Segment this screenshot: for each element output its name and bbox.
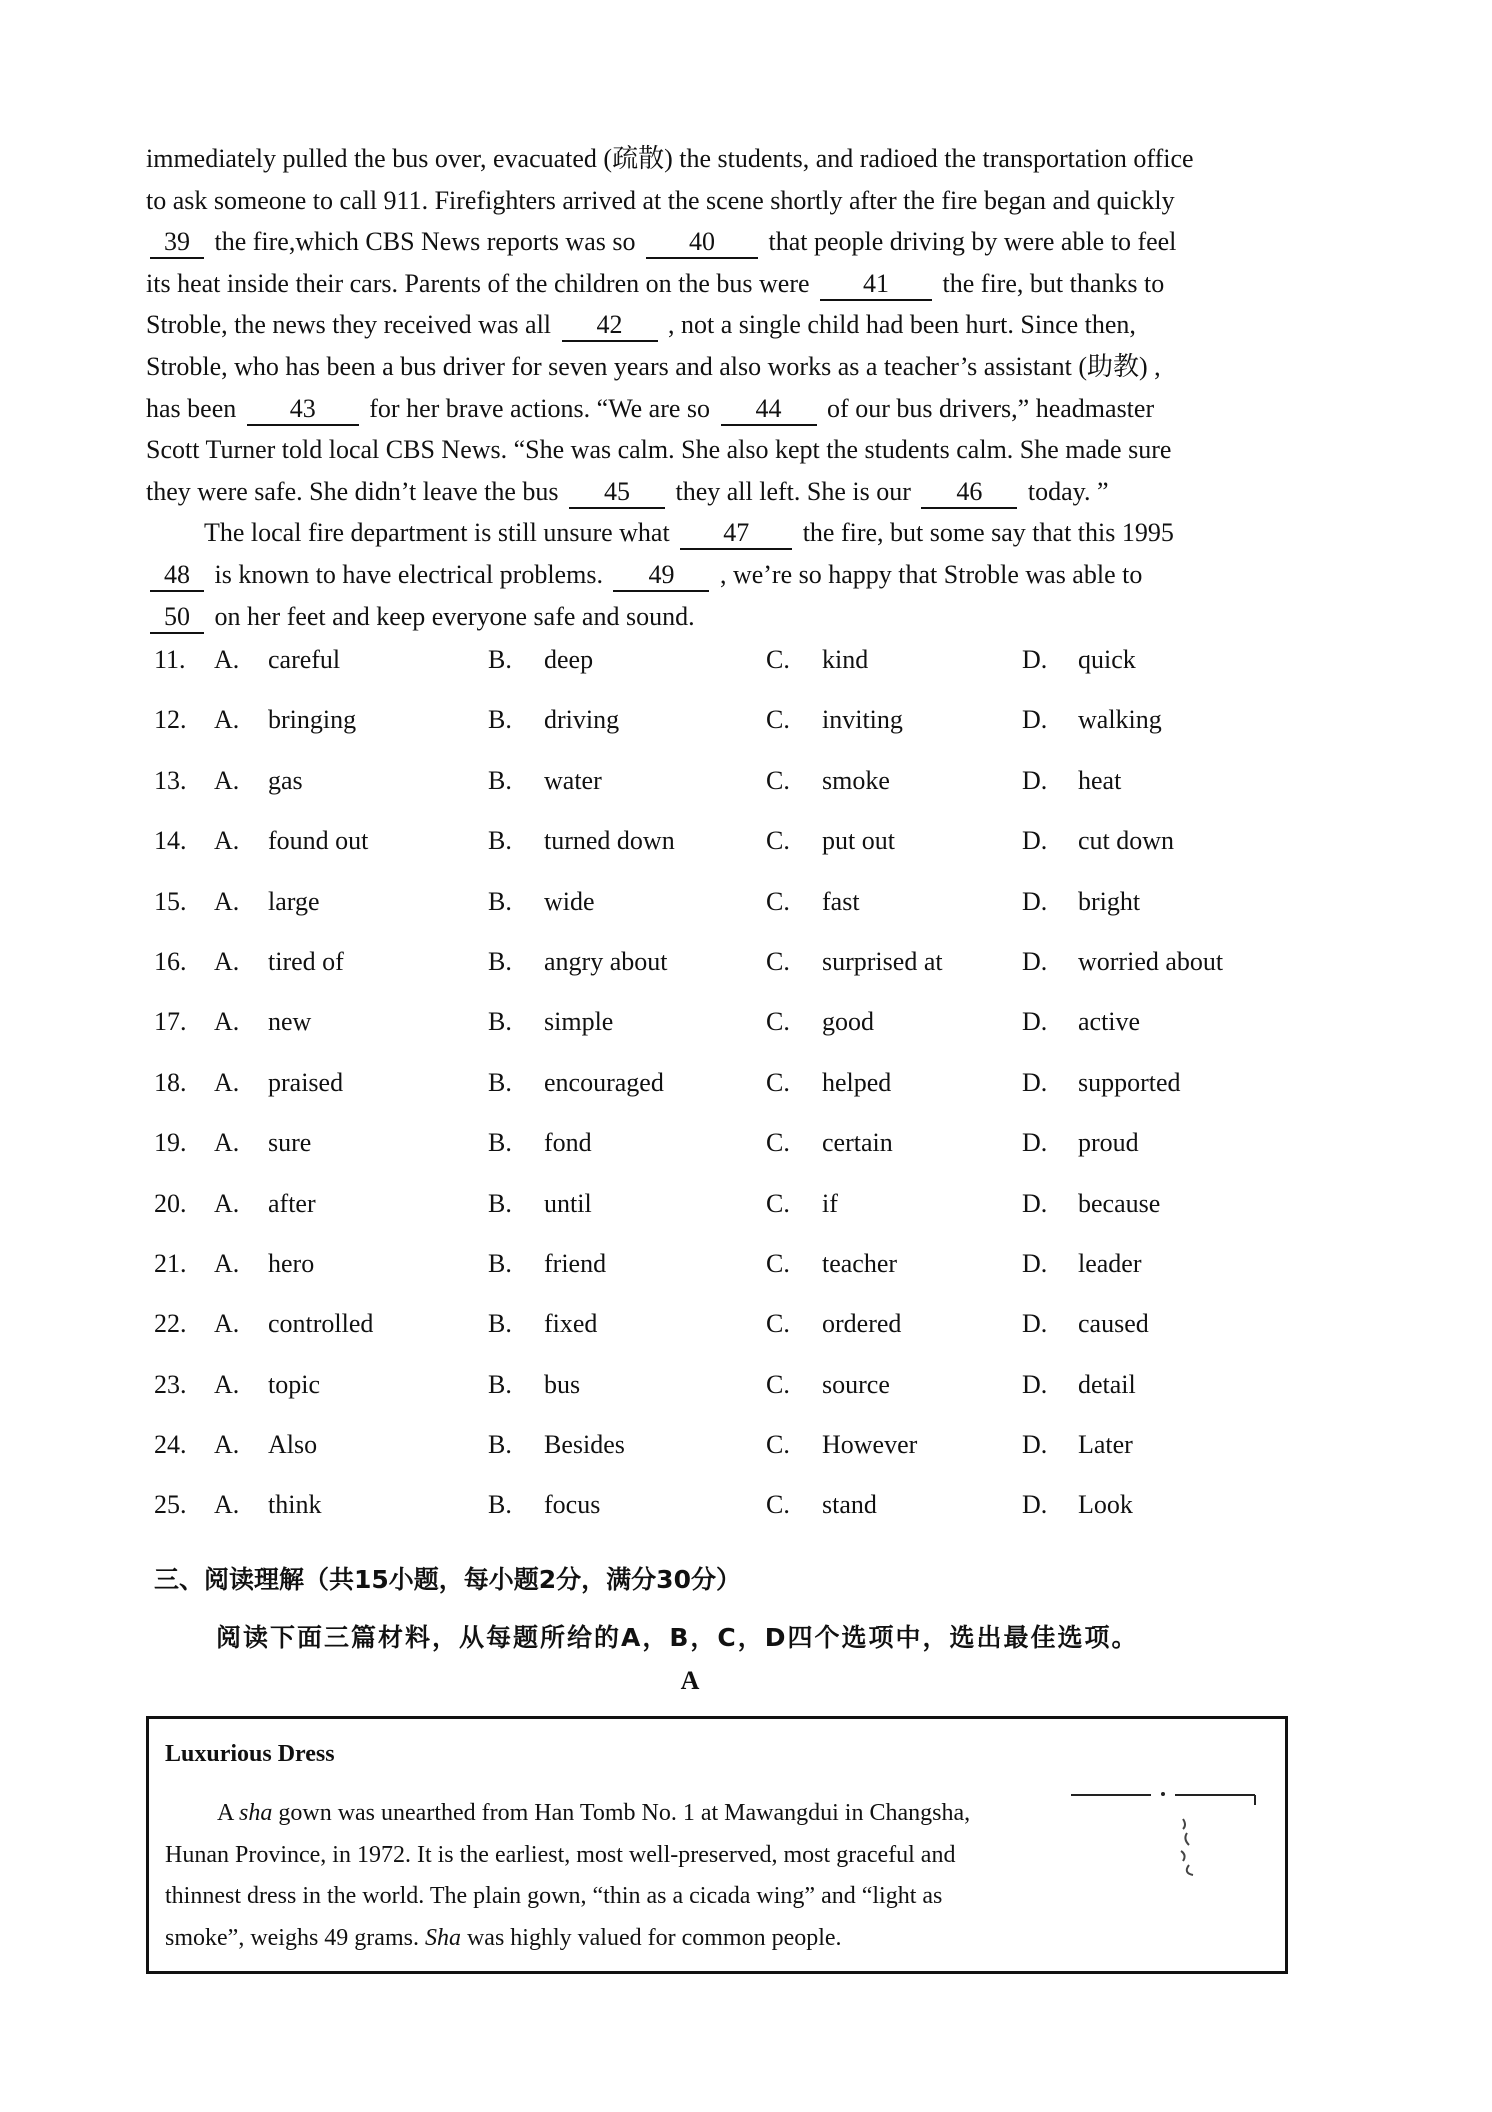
option-letter-a: A. [214, 886, 240, 916]
option-letter-b: B. [488, 946, 512, 976]
option-letter-a: A. [214, 826, 240, 856]
blank-39[interactable]: 39 [150, 227, 204, 259]
question-row [154, 1365, 1274, 1425]
option-letter-c: C. [766, 705, 790, 735]
option-letter-c: C. [766, 1067, 790, 1097]
question-number: 20. [154, 1188, 187, 1218]
option-letter-c: C. [766, 1490, 790, 1520]
option-a[interactable]: praised [268, 1067, 344, 1097]
passage-text: has been [146, 393, 237, 423]
question-row [154, 1123, 1274, 1183]
blank-40[interactable]: 40 [646, 227, 758, 259]
option-letter-a: A. [214, 645, 240, 674]
option-a[interactable]: Also [268, 1430, 318, 1460]
question-number: 18. [154, 1067, 187, 1097]
option-c[interactable]: inviting [822, 705, 903, 735]
option-letter-d: D. [1022, 886, 1048, 916]
box-text [165, 1793, 1065, 1959]
gown-image [1071, 1779, 1261, 1909]
option-letter-d: D. [1022, 765, 1048, 795]
box-text-part: A [217, 1800, 240, 1826]
option-a[interactable]: hero [268, 1248, 315, 1278]
option-letter-a: A. [214, 1007, 240, 1037]
option-letter-a: A. [214, 1490, 240, 1520]
question-number: 17. [154, 1007, 187, 1037]
option-b[interactable]: bus [544, 1369, 581, 1399]
passage-text: its heat inside their cars. Parents of the children on the bus were [146, 268, 810, 298]
passage-line: Scott Turner told local CBS News. “She was calm. She also kept the students calm. She made sure [146, 435, 1172, 465]
option-c[interactable]: fast [822, 886, 860, 916]
box-line: thinnest dress in the world. The plain gown, “thin as a cicada wing” and “light as [165, 1883, 943, 1909]
question-number: 14. [154, 826, 187, 856]
passage-text: The local fire department is still unsure what [204, 518, 670, 548]
option-letter-a: A. [214, 705, 240, 735]
passage-line [146, 596, 1266, 638]
box-text-emphasis: sha [239, 1800, 273, 1826]
question-number: 13. [154, 765, 187, 795]
option-letter-c: C. [766, 826, 790, 856]
passage-text: , not a single child had been hurt. Since then, [668, 310, 1136, 340]
option-letter-d: D. [1022, 1309, 1048, 1339]
option-letter-b: B. [488, 1128, 512, 1158]
option-d[interactable]: Later [1078, 1430, 1133, 1460]
option-letter-c: C. [766, 946, 790, 976]
question-row [154, 821, 1274, 881]
question-row [154, 700, 1274, 760]
option-letter-d: D. [1022, 705, 1048, 735]
option-letter-d: D. [1022, 826, 1048, 856]
blank-50[interactable]: 50 [150, 602, 204, 634]
option-c[interactable]: good [822, 1007, 874, 1037]
option-a[interactable]: controlled [268, 1309, 374, 1339]
passage-line [146, 388, 1266, 430]
box-text-part: smoke”, weighs 49 grams. [165, 1924, 425, 1951]
question-row [154, 761, 1274, 821]
question-row [154, 1244, 1274, 1304]
option-d[interactable]: supported [1078, 1067, 1181, 1097]
passage-text: for her brave actions. “We are so [369, 393, 711, 423]
question-number: 19. [154, 1128, 187, 1158]
option-letter-d: D. [1022, 1430, 1048, 1460]
question-number: 22. [154, 1309, 187, 1339]
box-line [165, 1918, 1065, 1960]
question-number: 25. [154, 1490, 187, 1520]
option-b[interactable]: fond [544, 1128, 592, 1158]
option-d[interactable]: bright [1078, 886, 1141, 916]
option-letter-d: D. [1022, 645, 1048, 674]
option-d[interactable]: caused [1078, 1309, 1149, 1339]
option-c[interactable]: ordered [822, 1309, 902, 1339]
option-b[interactable]: turned down [544, 826, 675, 856]
option-letter-d: D. [1022, 1369, 1048, 1399]
blank-43[interactable]: 43 [247, 394, 359, 426]
question-number: 21. [154, 1248, 187, 1278]
passage-text: the fire, but some say that this 1995 [802, 518, 1174, 548]
question-number: 11. [154, 645, 186, 674]
option-letter-a: A. [214, 1309, 240, 1339]
question-number: 23. [154, 1369, 187, 1399]
option-letter-c: C. [766, 645, 790, 674]
option-a[interactable]: bringing [268, 705, 357, 735]
option-letter-b: B. [488, 1248, 512, 1278]
option-b[interactable]: angry about [544, 946, 668, 976]
option-letter-b: B. [488, 765, 512, 795]
option-letter-b: B. [488, 1309, 512, 1339]
option-letter-b: B. [488, 1490, 512, 1520]
option-letter-c: C. [766, 1369, 790, 1399]
option-letter-d: D. [1022, 1490, 1048, 1520]
option-letter-a: A. [214, 1188, 240, 1218]
option-a[interactable]: tired of [268, 946, 344, 976]
passage-text: they all left. She is our [675, 476, 911, 506]
option-letter-b: B. [488, 1430, 512, 1460]
option-a[interactable]: found out [268, 826, 369, 856]
passage-line [146, 512, 1266, 554]
option-d[interactable]: detail [1078, 1369, 1136, 1399]
option-c[interactable]: stand [822, 1490, 877, 1520]
question-row [154, 882, 1274, 942]
option-letter-d: D. [1022, 1248, 1048, 1278]
option-letter-b: B. [488, 886, 512, 916]
blank-44[interactable]: 44 [721, 394, 817, 426]
box-text-part: was highly valued for common people. [460, 1924, 842, 1951]
option-c[interactable]: source [822, 1369, 890, 1399]
option-b[interactable]: until [544, 1188, 592, 1218]
option-letter-b: B. [488, 1369, 512, 1399]
question-number: 16. [154, 946, 187, 976]
option-letter-b: B. [488, 1188, 512, 1218]
option-d[interactable]: Look [1078, 1490, 1133, 1520]
option-letter-d: D. [1022, 1188, 1048, 1218]
blank-42[interactable]: 42 [562, 310, 658, 342]
question-row [154, 1304, 1274, 1364]
option-letter-b: B. [488, 826, 512, 856]
box-text-emphasis: Sha [424, 1924, 461, 1951]
option-letter-b: B. [488, 705, 512, 735]
option-letter-c: C. [766, 1309, 790, 1339]
option-a[interactable]: think [268, 1490, 322, 1520]
option-a[interactable]: careful [268, 645, 341, 674]
section-heading: 三、阅读理解（共15小题，每小题2分，满分30分） [154, 1565, 741, 1594]
option-letter-a: A. [214, 1067, 240, 1097]
option-letter-c: C. [766, 1248, 790, 1278]
passage-line: to ask someone to call 911. Firefighters arrived at the scene shortly after the fire began and quickly [146, 185, 1175, 215]
option-c[interactable]: smoke [822, 765, 890, 795]
answer-options [154, 640, 1274, 1546]
cloze-passage [146, 138, 1266, 637]
question-row [154, 1425, 1274, 1485]
option-b[interactable]: wide [544, 886, 595, 916]
option-b[interactable]: deep [544, 645, 594, 674]
option-letter-c: C. [766, 1128, 790, 1158]
passage-text: the fire, but thanks to [942, 268, 1165, 298]
blank-47[interactable]: 47 [680, 518, 792, 550]
option-b[interactable]: driving [544, 705, 620, 735]
passage-text: of our bus drivers,” headmaster [827, 393, 1155, 423]
passage-text: is known to have electrical problems. [214, 559, 603, 589]
option-letter-a: A. [214, 1128, 240, 1158]
option-letter-d: D. [1022, 1007, 1048, 1037]
passage-line [146, 304, 1266, 346]
option-c[interactable]: However [822, 1430, 918, 1460]
option-letter-a: A. [214, 946, 240, 976]
option-letter-a: A. [214, 1369, 240, 1399]
option-letter-b: B. [488, 1007, 512, 1037]
option-letter-a: A. [214, 1430, 240, 1460]
option-b[interactable]: encouraged [544, 1067, 664, 1097]
box-line [165, 1793, 1065, 1835]
reading-box [146, 1716, 1288, 1974]
option-c[interactable]: if [822, 1188, 838, 1218]
question-row [154, 1002, 1274, 1062]
option-b[interactable]: water [544, 765, 602, 795]
passage-text: on her feet and keep everyone safe and sound. [214, 601, 695, 631]
option-a[interactable]: after [268, 1188, 316, 1218]
question-row [154, 1063, 1274, 1123]
passage-text: , we’re so happy that Stroble was able to [719, 559, 1143, 589]
section-instruction: 阅读下面三篇材料，从每题所给的A，B，C，D四个选项中，选出最佳选项。 [216, 1623, 1139, 1652]
option-d[interactable]: cut down [1078, 826, 1175, 856]
blank-49[interactable]: 49 [613, 560, 709, 592]
option-c[interactable]: helped [822, 1067, 892, 1097]
option-d[interactable]: proud [1078, 1128, 1139, 1158]
passage-line [146, 263, 1266, 305]
passage-text: today. ” [1027, 476, 1109, 506]
question-row [154, 1184, 1274, 1244]
option-d[interactable]: leader [1078, 1248, 1142, 1278]
passage-line: Stroble, who has been a bus driver for seven years and also works as a teacher’s assistant (助教) , [146, 351, 1161, 381]
option-letter-c: C. [766, 886, 790, 916]
option-d[interactable]: quick [1078, 645, 1136, 674]
part-label: A [680, 1666, 700, 1695]
option-letter-c: C. [766, 1188, 790, 1218]
box-text-part: gown was unearthed from Han Tomb No. 1 at Mawangdui in Changsha, [272, 1800, 971, 1826]
question-number: 15. [154, 886, 187, 916]
passage-text: they were safe. She didn’t leave the bus [146, 476, 559, 506]
option-c[interactable]: certain [822, 1128, 893, 1158]
option-c[interactable]: put out [822, 826, 895, 856]
option-d[interactable]: worried about [1078, 946, 1224, 976]
question-number: 12. [154, 705, 187, 735]
option-letter-b: B. [488, 645, 512, 674]
question-row [154, 640, 1274, 700]
option-letter-c: C. [766, 1430, 790, 1460]
option-letter-d: D. [1022, 1067, 1048, 1097]
option-letter-c: C. [766, 1007, 790, 1037]
blank-46[interactable]: 46 [921, 477, 1017, 509]
passage-line: immediately pulled the bus over, evacuated (疏散) the students, and radioed the transportation office [146, 144, 1194, 173]
option-c[interactable]: kind [822, 645, 869, 674]
box-title: Luxurious Dress [165, 1741, 335, 1767]
option-d[interactable]: heat [1078, 765, 1122, 795]
option-b[interactable]: focus [544, 1490, 601, 1520]
blank-48[interactable]: 48 [150, 560, 204, 592]
passage-text: the fire,which CBS News reports was so [214, 227, 636, 257]
option-a[interactable]: topic [268, 1369, 320, 1399]
option-a[interactable]: sure [268, 1128, 312, 1158]
option-a[interactable]: large [268, 886, 320, 916]
option-d[interactable]: because [1078, 1188, 1161, 1218]
option-a[interactable]: new [268, 1007, 312, 1037]
option-letter-a: A. [214, 1248, 240, 1278]
box-line: Hunan Province, in 1972. It is the earliest, most well-preserved, most graceful and [165, 1841, 956, 1868]
passage-text: Stroble, the news they received was all [146, 310, 552, 340]
passage-text: that people driving by were able to feel [768, 227, 1177, 257]
passage-line [146, 221, 1266, 263]
question-row [154, 942, 1274, 1002]
option-d[interactable]: walking [1078, 705, 1162, 735]
option-a[interactable]: gas [268, 765, 303, 795]
option-b[interactable]: fixed [544, 1309, 598, 1339]
option-d[interactable]: active [1078, 1007, 1141, 1037]
option-letter-d: D. [1022, 1128, 1048, 1158]
option-c[interactable]: surprised at [822, 946, 943, 976]
option-letter-c: C. [766, 765, 790, 795]
option-b[interactable]: simple [544, 1007, 614, 1037]
option-b[interactable]: Besides [544, 1430, 625, 1460]
option-letter-b: B. [488, 1067, 512, 1097]
option-c[interactable]: teacher [822, 1248, 898, 1278]
option-letter-d: D. [1022, 946, 1048, 976]
question-number: 24. [154, 1430, 187, 1460]
blank-45[interactable]: 45 [569, 477, 665, 509]
blank-41[interactable]: 41 [820, 269, 932, 301]
option-b[interactable]: friend [544, 1248, 607, 1278]
question-row [154, 1485, 1274, 1545]
passage-line [146, 554, 1266, 596]
option-letter-a: A. [214, 765, 240, 795]
passage-line [146, 471, 1266, 513]
